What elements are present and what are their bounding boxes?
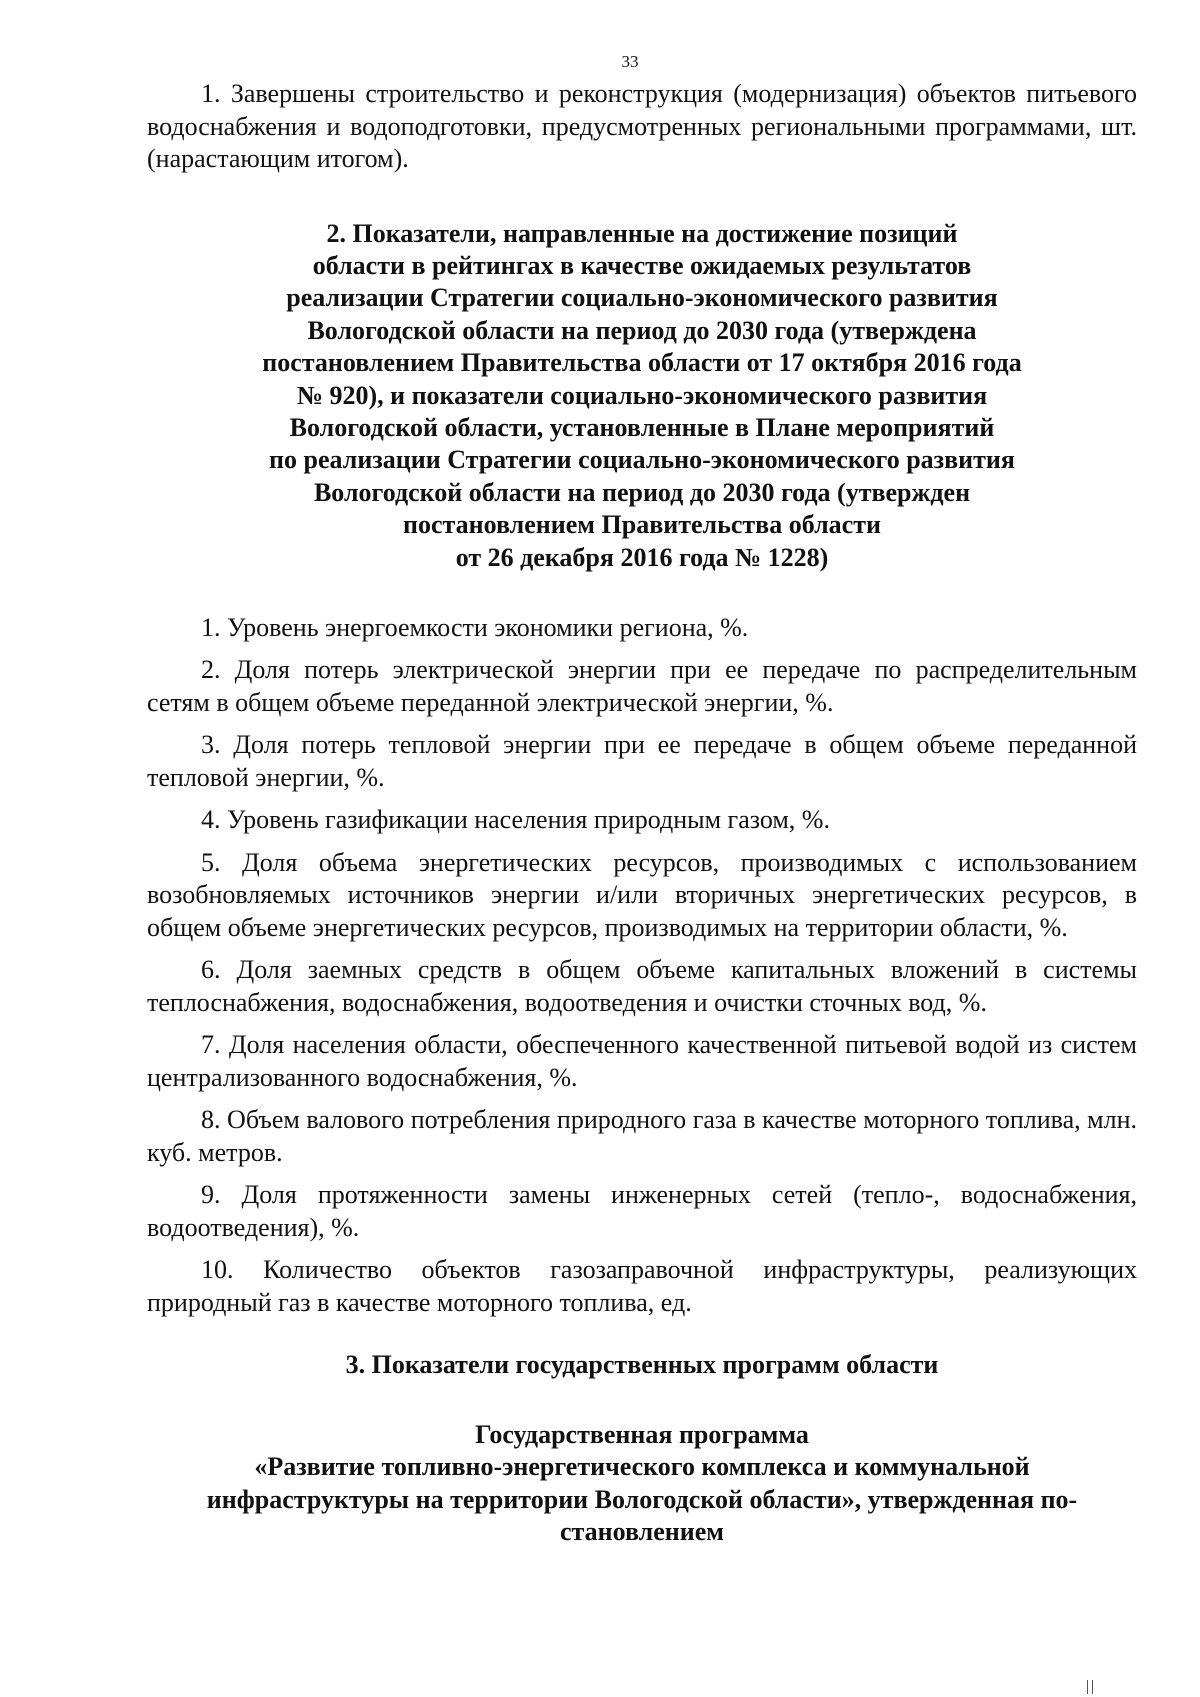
heading-line: реализации Стратегии социально-экономического развития (286, 283, 998, 313)
page-content (147, 78, 1137, 1549)
page-number: 33 (621, 52, 639, 71)
intro-list-item: 1. Завершены строительство и реконструкция (модернизация) объектов питьевого водоснабжения и водоподготовки, предусмотренных региональными программами, шт. (нарастающим итогом). (147, 79, 1137, 173)
heading-line: «Развитие топливно-энергетического комплекса и коммунальной (254, 1452, 1030, 1482)
heading-line: Государственная программа (475, 1419, 809, 1449)
list-item: 7. Доля населения области, обеспеченного качественной питьевой водой из систем централизованного водоснабжения, %. (147, 1030, 1137, 1092)
list-item: 5. Доля объема энергетических ресурсов, производимых с использованием возобновляемых источников энергии и/или вторичных энергетических ресурсов, в общем объеме энергетических ресурсов, производимых на территории области, %. (147, 847, 1137, 942)
heading-line: 2. Показатели, направленные на достижение позиций (326, 218, 958, 248)
heading-line: постановлением Правительства области (403, 510, 881, 540)
program-heading (147, 1419, 1137, 1549)
list-item: 2. Доля потерь электрической энергии при ее передаче по распределительным сетям в общем объеме переданной электрической энергии, %. (147, 655, 1137, 717)
list-item: 6. Доля заемных средств в общем объеме капитальных вложений в системы теплоснабжения, водоснабжения, водоотведения и очистки сточных вод, %. (147, 955, 1137, 1017)
list-item: 1. Уровень энергоемкости экономики региона, %. (201, 612, 749, 642)
section-3-heading: 3. Показатели государственных программ области (345, 1350, 939, 1380)
heading-line: области в рейтингах в качестве ожидаемых результатов (312, 250, 972, 280)
scan-artifact (1087, 1680, 1099, 1694)
list-item: 4. Уровень газификации населения природным газом, %. (201, 805, 830, 835)
heading-line: становлением (560, 1517, 724, 1547)
heading-line: Вологодской области, установленные в Плане мероприятий (289, 412, 995, 442)
heading-line: инфраструктуры на территории Вологодской области», утвержденная по- (206, 1484, 1078, 1514)
heading-line: № 920), и показатели социально-экономического развития (296, 380, 988, 410)
heading-line: от 26 декабря 2016 года № 1228) (455, 542, 829, 572)
heading-line: постановлением Правительства области от 17 октября 2016 года (262, 348, 1022, 378)
list-item: 10. Количество объектов газозаправочной инфраструктуры, реализующих природный газ в качестве моторного топлива, ед. (147, 1255, 1137, 1317)
heading-line: Вологодской области на период до 2030 года (утвержден (313, 477, 971, 507)
heading-line: Вологодской области на период до 2030 года (утверждена (307, 315, 977, 345)
list-item: 9. Доля протяженности замены инженерных сетей (тепло-, водоснабжения, водоотведения), %. (147, 1180, 1137, 1242)
indicator-list (147, 612, 1137, 1320)
list-item: 8. Объем валового потребления природного газа в качестве моторного топлива, млн. куб. метров. (147, 1105, 1137, 1167)
section-2-heading (147, 218, 1137, 574)
heading-line: по реализации Стратегии социально-экономического развития (269, 445, 1015, 475)
list-item: 3. Доля потерь тепловой энергии при ее передаче в общем объеме переданной тепловой энергии, %. (147, 730, 1137, 792)
